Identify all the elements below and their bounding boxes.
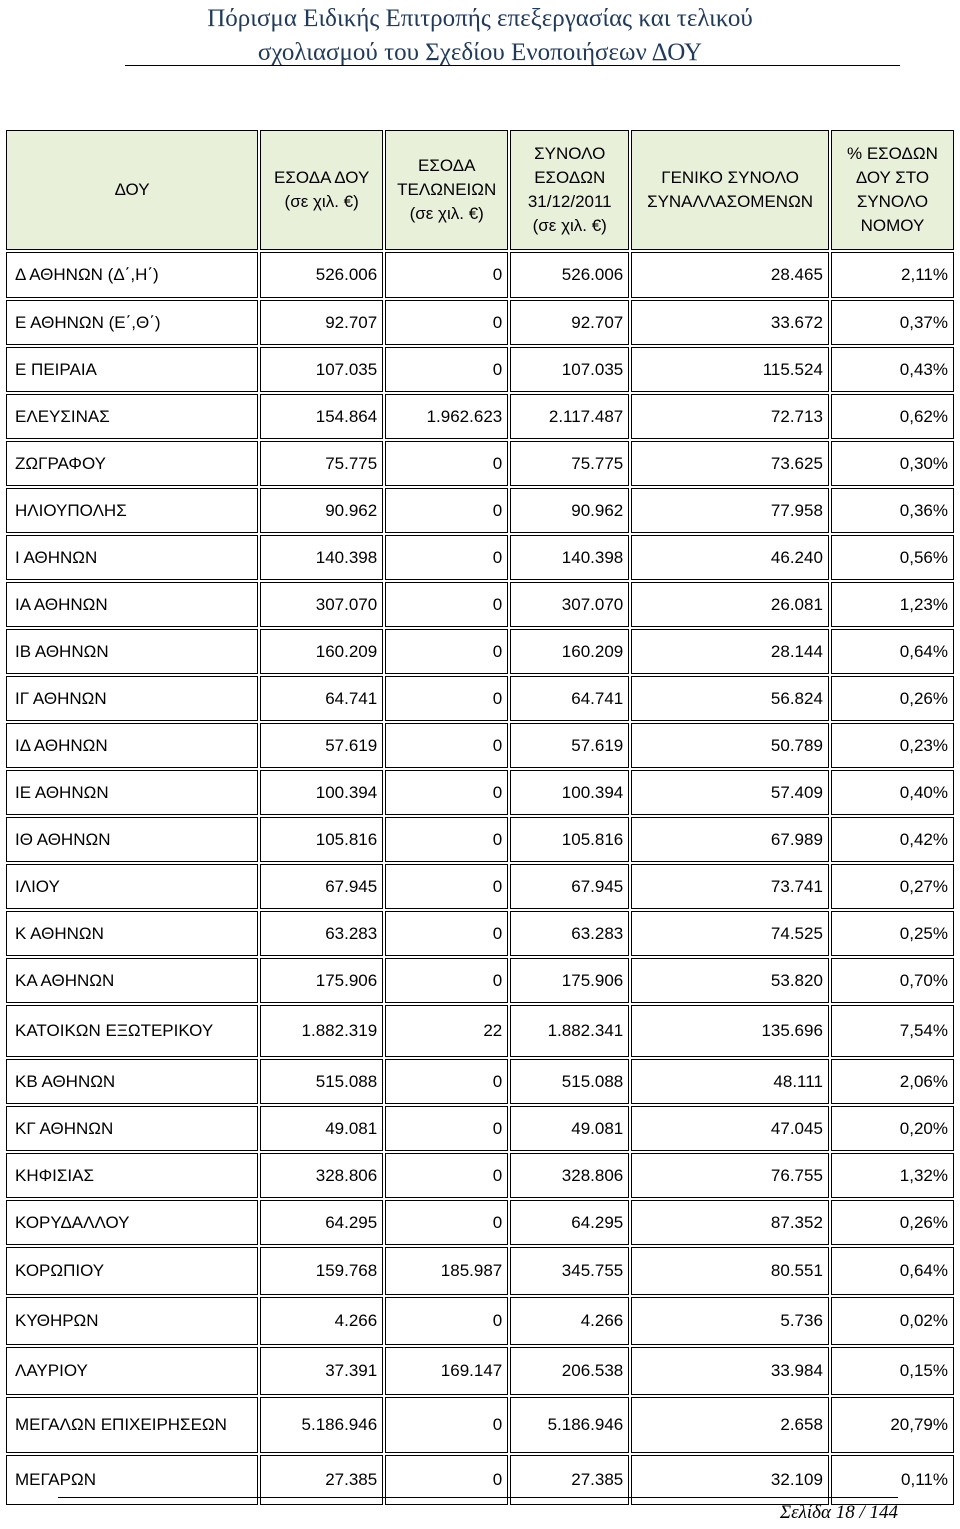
value-cell: 0 [385, 723, 508, 768]
value-cell: 73.741 [631, 864, 829, 909]
revenue-table [4, 128, 956, 1507]
office-name-cell: ΙΓ ΑΘΗΝΩΝ [6, 676, 258, 721]
value-cell: 1.962.623 [385, 394, 508, 439]
value-cell: 92.707 [260, 300, 383, 345]
value-cell: 175.906 [510, 958, 629, 1003]
office-name-cell: ΚΗΦΙΣΙΑΣ [6, 1153, 258, 1198]
value-cell: 27.385 [510, 1455, 629, 1505]
value-cell: 0 [385, 1297, 508, 1345]
value-cell: 27.385 [260, 1455, 383, 1505]
value-cell: 49.081 [510, 1106, 629, 1151]
title-line-1: Πόρισμα Ειδικής Επιτροπής επεξεργασίας και τελικού [207, 5, 753, 32]
value-cell: 515.088 [260, 1059, 383, 1104]
value-cell: 0,20% [831, 1106, 954, 1151]
value-cell: 100.394 [510, 770, 629, 815]
value-cell: 67.945 [260, 864, 383, 909]
table-row [6, 1347, 954, 1395]
value-cell: 26.081 [631, 582, 829, 627]
table-row [6, 1200, 954, 1245]
office-name-cell: ΚΑ ΑΘΗΝΩΝ [6, 958, 258, 1003]
value-cell: 74.525 [631, 911, 829, 956]
value-cell: 0 [385, 1153, 508, 1198]
table-row [6, 864, 954, 909]
office-name-cell: ΚΟΡΩΠΙΟΥ [6, 1247, 258, 1295]
value-cell: 1.882.341 [510, 1005, 629, 1057]
office-name-cell: ΙΘ ΑΘΗΝΩΝ [6, 817, 258, 862]
table-row [6, 347, 954, 392]
office-name-cell: ΗΛΙΟΥΠΟΛΗΣ [6, 488, 258, 533]
value-cell: 0,62% [831, 394, 954, 439]
office-name-cell: ΛΑΥΡΙΟΥ [6, 1347, 258, 1395]
value-cell: 67.989 [631, 817, 829, 862]
value-cell: 72.713 [631, 394, 829, 439]
value-cell: 0,26% [831, 676, 954, 721]
value-cell: 37.391 [260, 1347, 383, 1395]
page-number: Σελίδα 18 / 144 [779, 1502, 898, 1523]
value-cell: 0,70% [831, 958, 954, 1003]
office-name-cell: ΚΟΡΥΔΑΛΛΟΥ [6, 1200, 258, 1245]
value-cell: 56.824 [631, 676, 829, 721]
value-cell: 0 [385, 488, 508, 533]
table-row [6, 582, 954, 627]
header-cell: ΕΣΟΔΑ ΔΟΥ (σε χιλ. €) [260, 130, 383, 250]
value-cell: 0 [385, 535, 508, 580]
value-cell: 0 [385, 911, 508, 956]
value-cell: 0 [385, 770, 508, 815]
value-cell: 28.465 [631, 252, 829, 298]
table-row [6, 817, 954, 862]
office-name-cell: Ι ΑΘΗΝΩΝ [6, 535, 258, 580]
value-cell: 2.117.487 [510, 394, 629, 439]
office-name-cell: ΙΒ ΑΘΗΝΩΝ [6, 629, 258, 674]
value-cell: 0,11% [831, 1455, 954, 1505]
value-cell: 160.209 [510, 629, 629, 674]
value-cell: 57.619 [510, 723, 629, 768]
value-cell: 90.962 [510, 488, 629, 533]
value-cell: 63.283 [510, 911, 629, 956]
value-cell: 63.283 [260, 911, 383, 956]
value-cell: 90.962 [260, 488, 383, 533]
value-cell: 4.266 [510, 1297, 629, 1345]
value-cell: 1,32% [831, 1153, 954, 1198]
header-cell: ΓΕΝΙΚΟ ΣΥΝΟΛΟ ΣΥΝΑΛΛΑΣΟΜΕΝΩΝ [631, 130, 829, 250]
header-cell: ΔΟΥ [6, 130, 258, 250]
value-cell: 0 [385, 1397, 508, 1453]
value-cell: 0 [385, 1200, 508, 1245]
value-cell: 53.820 [631, 958, 829, 1003]
table-row [6, 252, 954, 298]
value-cell: 75.775 [510, 441, 629, 486]
value-cell: 64.295 [510, 1200, 629, 1245]
value-cell: 2,11% [831, 252, 954, 298]
table-row [6, 1397, 954, 1453]
value-cell: 107.035 [260, 347, 383, 392]
value-cell: 0,15% [831, 1347, 954, 1395]
value-cell: 107.035 [510, 347, 629, 392]
value-cell: 0 [385, 1455, 508, 1505]
office-name-cell: ΚΒ ΑΘΗΝΩΝ [6, 1059, 258, 1104]
value-cell: 100.394 [260, 770, 383, 815]
value-cell: 0,43% [831, 347, 954, 392]
office-name-cell: ΜΕΓΑΡΩΝ [6, 1455, 258, 1505]
value-cell: 4.266 [260, 1297, 383, 1345]
value-cell: 0 [385, 864, 508, 909]
value-cell: 64.741 [510, 676, 629, 721]
table-row [6, 1106, 954, 1151]
value-cell: 0,26% [831, 1200, 954, 1245]
value-cell: 0,27% [831, 864, 954, 909]
value-cell: 0 [385, 817, 508, 862]
value-cell: 0 [385, 347, 508, 392]
value-cell: 5.186.946 [260, 1397, 383, 1453]
value-cell: 0,42% [831, 817, 954, 862]
office-name-cell: Κ ΑΘΗΝΩΝ [6, 911, 258, 956]
table-row [6, 629, 954, 674]
value-cell: 159.768 [260, 1247, 383, 1295]
value-cell: 0 [385, 1059, 508, 1104]
office-name-cell: Δ ΑΘΗΝΩΝ (Δ΄,Η΄) [6, 252, 258, 298]
value-cell: 0,30% [831, 441, 954, 486]
value-cell: 92.707 [510, 300, 629, 345]
value-cell: 48.111 [631, 1059, 829, 1104]
table-row [6, 535, 954, 580]
value-cell: 0,02% [831, 1297, 954, 1345]
table-row [6, 911, 954, 956]
table-row [6, 676, 954, 721]
value-cell: 0,36% [831, 488, 954, 533]
value-cell: 160.209 [260, 629, 383, 674]
table-row [6, 441, 954, 486]
footer-divider [58, 1497, 898, 1498]
value-cell: 28.144 [631, 629, 829, 674]
value-cell: 49.081 [260, 1106, 383, 1151]
value-cell: 57.409 [631, 770, 829, 815]
document-title [0, 2, 960, 70]
value-cell: 140.398 [510, 535, 629, 580]
value-cell: 328.806 [260, 1153, 383, 1198]
table-row [6, 1153, 954, 1198]
value-cell: 0 [385, 1106, 508, 1151]
value-cell: 526.006 [510, 252, 629, 298]
table-row [6, 488, 954, 533]
value-cell: 526.006 [260, 252, 383, 298]
office-name-cell: ΚΑΤΟΙΚΩΝ ΕΞΩΤΕΡΙΚΟΥ [6, 1005, 258, 1057]
value-cell: 75.775 [260, 441, 383, 486]
value-cell: 67.945 [510, 864, 629, 909]
value-cell: 105.816 [260, 817, 383, 862]
value-cell: 20,79% [831, 1397, 954, 1453]
office-name-cell: ΜΕΓΑΛΩΝ ΕΠΙΧΕΙΡΗΣΕΩΝ [6, 1397, 258, 1453]
value-cell: 87.352 [631, 1200, 829, 1245]
office-name-cell: ΕΛΕΥΣΙΝΑΣ [6, 394, 258, 439]
value-cell: 0,64% [831, 629, 954, 674]
header-cell: % ΕΣΟΔΩΝ ΔΟΥ ΣΤΟ ΣΥΝΟΛΟ ΝΟΜΟΥ [831, 130, 954, 250]
table-header-row [6, 130, 954, 250]
value-cell: 307.070 [260, 582, 383, 627]
table-row [6, 394, 954, 439]
table-row [6, 770, 954, 815]
office-name-cell: ΚΓ ΑΘΗΝΩΝ [6, 1106, 258, 1151]
value-cell: 73.625 [631, 441, 829, 486]
value-cell: 2,06% [831, 1059, 954, 1104]
value-cell: 0,23% [831, 723, 954, 768]
header-cell: ΣΥΝΟΛΟ ΕΣΟΔΩΝ 31/12/2011 (σε χιλ. €) [510, 130, 629, 250]
office-name-cell: Ε ΠΕΙΡΑΙΑ [6, 347, 258, 392]
value-cell: 0 [385, 441, 508, 486]
value-cell: 0,40% [831, 770, 954, 815]
value-cell: 33.672 [631, 300, 829, 345]
value-cell: 345.755 [510, 1247, 629, 1295]
office-name-cell: ΖΩΓΡΑΦΟΥ [6, 441, 258, 486]
value-cell: 22 [385, 1005, 508, 1057]
office-name-cell: Ε ΑΘΗΝΩΝ (Ε΄,Θ΄) [6, 300, 258, 345]
value-cell: 33.984 [631, 1347, 829, 1395]
table-row [6, 1005, 954, 1057]
value-cell: 0 [385, 300, 508, 345]
value-cell: 0 [385, 958, 508, 1003]
value-cell: 0,56% [831, 535, 954, 580]
value-cell: 135.696 [631, 1005, 829, 1057]
value-cell: 105.816 [510, 817, 629, 862]
value-cell: 175.906 [260, 958, 383, 1003]
value-cell: 328.806 [510, 1153, 629, 1198]
office-name-cell: ΙΑ ΑΘΗΝΩΝ [6, 582, 258, 627]
value-cell: 169.147 [385, 1347, 508, 1395]
title-line-2: σχολιασμού του Σχεδίου Ενοποιήσεων ΔΟΥ [257, 39, 703, 66]
table-row [6, 958, 954, 1003]
value-cell: 0 [385, 252, 508, 298]
header-cell: ΕΣΟΔΑ ΤΕΛΩΝΕΙΩΝ (σε χιλ. €) [385, 130, 508, 250]
value-cell: 64.741 [260, 676, 383, 721]
value-cell: 515.088 [510, 1059, 629, 1104]
value-cell: 115.524 [631, 347, 829, 392]
value-cell: 185.987 [385, 1247, 508, 1295]
title-divider [125, 65, 900, 66]
table-row [6, 1247, 954, 1295]
table-row [6, 1297, 954, 1345]
value-cell: 32.109 [631, 1455, 829, 1505]
value-cell: 0 [385, 676, 508, 721]
value-cell: 1,23% [831, 582, 954, 627]
value-cell: 0,25% [831, 911, 954, 956]
value-cell: 140.398 [260, 535, 383, 580]
value-cell: 307.070 [510, 582, 629, 627]
value-cell: 7,54% [831, 1005, 954, 1057]
value-cell: 0 [385, 582, 508, 627]
value-cell: 5.736 [631, 1297, 829, 1345]
value-cell: 46.240 [631, 535, 829, 580]
office-name-cell: ΙΔ ΑΘΗΝΩΝ [6, 723, 258, 768]
value-cell: 57.619 [260, 723, 383, 768]
value-cell: 64.295 [260, 1200, 383, 1245]
office-name-cell: ΙΛΙΟΥ [6, 864, 258, 909]
table-row [6, 300, 954, 345]
value-cell: 0 [385, 629, 508, 674]
value-cell: 77.958 [631, 488, 829, 533]
value-cell: 50.789 [631, 723, 829, 768]
value-cell: 206.538 [510, 1347, 629, 1395]
table-row [6, 723, 954, 768]
office-name-cell: ΚΥΘΗΡΩΝ [6, 1297, 258, 1345]
office-name-cell: ΙΕ ΑΘΗΝΩΝ [6, 770, 258, 815]
value-cell: 47.045 [631, 1106, 829, 1151]
value-cell: 0,37% [831, 300, 954, 345]
value-cell: 1.882.319 [260, 1005, 383, 1057]
value-cell: 76.755 [631, 1153, 829, 1198]
value-cell: 5.186.946 [510, 1397, 629, 1453]
table-row [6, 1059, 954, 1104]
value-cell: 80.551 [631, 1247, 829, 1295]
value-cell: 0,64% [831, 1247, 954, 1295]
value-cell: 154.864 [260, 394, 383, 439]
value-cell: 2.658 [631, 1397, 829, 1453]
